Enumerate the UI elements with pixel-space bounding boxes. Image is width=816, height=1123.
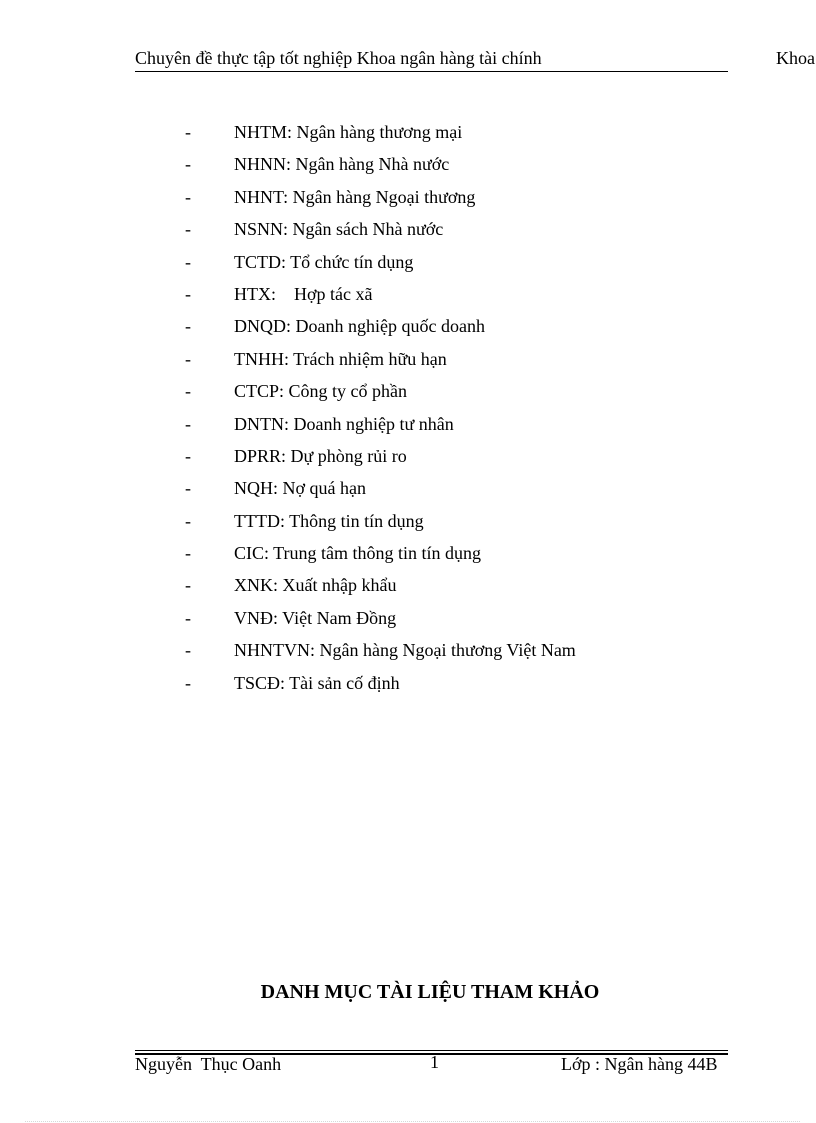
page-number: 1: [430, 1052, 439, 1072]
list-item-text: NHTM: Ngân hàng thương mại: [234, 122, 463, 142]
list-bullet: -: [185, 381, 191, 402]
list-item-text: NHNTVN: Ngân hàng Ngoại thương Việt Nam: [234, 640, 576, 661]
page-edge-divider: [25, 1121, 800, 1122]
list-bullet: -: [185, 575, 191, 596]
list-bullet: -: [185, 478, 191, 499]
list-bullet: -: [185, 316, 191, 337]
list-item-text: CTCP: Công ty cổ phần: [234, 381, 408, 402]
list-bullet: -: [185, 672, 191, 693]
list-bullet: -: [185, 122, 191, 142]
list-bullet: -: [185, 640, 191, 661]
header-rule: [135, 71, 728, 72]
list-item-text: NQH: Nợ quá hạn: [234, 478, 366, 499]
list-item-text: DNQD: Doanh nghiệp quốc doanh: [234, 316, 485, 337]
list-bullet: -: [185, 283, 191, 304]
list-item-text: XNK: Xuất nhập khẩu: [234, 575, 397, 596]
list-bullet: -: [185, 607, 191, 628]
footer-class: Lớp : Ngân hàng 44B: [561, 1054, 718, 1074]
footer-author: Nguyễn Thục Oanh: [135, 1054, 282, 1074]
list-item-text: TCTD: Tổ chức tín dụng: [234, 251, 414, 272]
list-item-text: DNTN: Doanh nghiệp tư nhân: [234, 413, 454, 434]
list-item-text: VNĐ: Việt Nam Đồng: [234, 607, 397, 628]
section-title: DANH MỤC TÀI LIỆU THAM KHẢO: [260, 981, 600, 1003]
header-right-text: Khoa: [776, 48, 815, 68]
list-bullet: -: [185, 510, 191, 531]
list-item-text: DPRR: Dự phòng rủi ro: [234, 445, 407, 466]
list-item-text: CIC: Trung tâm thông tin tín dụng: [234, 543, 482, 564]
list-bullet: -: [185, 251, 191, 272]
list-bullet: -: [185, 348, 191, 369]
list-item-text: TSCĐ: Tài sản cố định: [234, 672, 400, 693]
list-bullet: -: [185, 219, 191, 240]
list-item-text: TTTD: Thông tin tín dụng: [234, 510, 424, 531]
list-item-text: TNHH: Trách nhiệm hữu hạn: [234, 348, 447, 369]
footer-rule: [135, 1050, 728, 1051]
list-bullet: -: [185, 186, 191, 207]
list-bullet: -: [185, 543, 191, 564]
list-bullet: -: [185, 413, 191, 434]
list-bullet: -: [185, 154, 191, 175]
list-item-text: HTX: Hợp tác xã: [234, 283, 373, 304]
list-item-text: NSNN: Ngân sách Nhà nước: [234, 219, 444, 240]
list-bullet: -: [185, 445, 191, 466]
list-item-text: NHNN: Ngân hàng Nhà nước: [234, 154, 450, 175]
header-title: Chuyên đề thực tập tốt nghiệp Khoa ngân hàng tài chính: [135, 48, 542, 68]
list-item-text: NHNT: Ngân hàng Ngoại thương: [234, 186, 476, 207]
